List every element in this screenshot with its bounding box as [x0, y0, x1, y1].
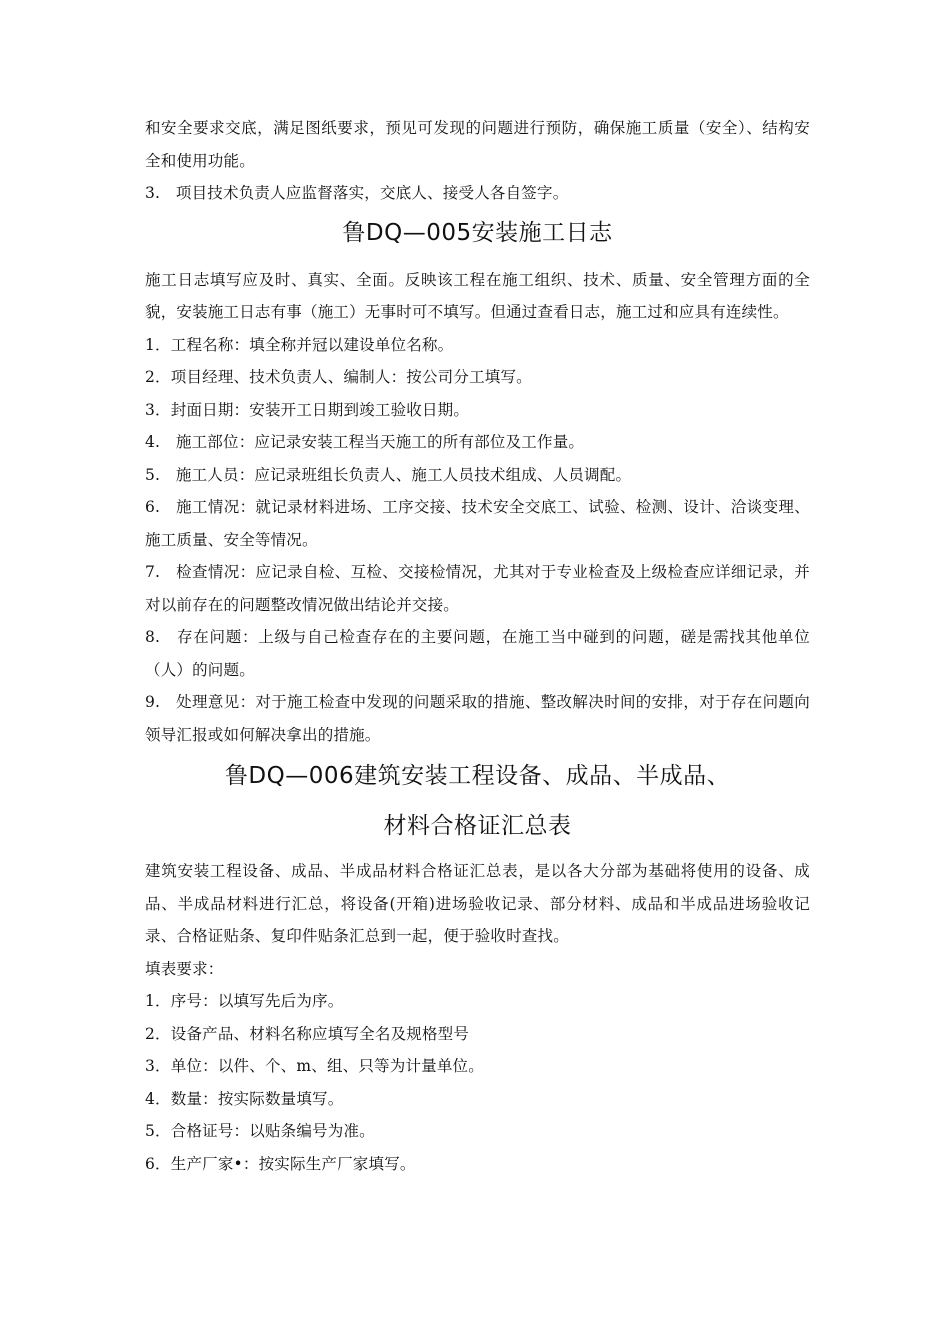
section-005-item-1: 1．工程名称：填全称并冠以建设单位名称。 [145, 335, 454, 354]
section-005-item-3: 3．封面日期：安装开工日期到竣工验收日期。 [145, 400, 470, 419]
intro-paragraph: 和安全要求交底，满足图纸要求，预见可发现的问题进行预防，确保施工质量（安全）、结构安全和使用功能。 [145, 119, 810, 170]
section-005-item-9: 9. 处理意见：对于施工检查中发现的问题采取的措施、整改解决时间的安排，对于存在问题向领导汇报或如何解决拿出的措施。 [145, 693, 810, 744]
section-005-item-5: 5. 施工人员：应记录班组长负责人、施工人员技术组成、人员调配。 [145, 465, 632, 484]
section-005-item-8: 8. 存在问题：上级与自己检查存在的主要问题，在施工当中碰到的问题，磋是需找其他单位（人）的问题。 [145, 628, 810, 679]
section-005-description: 施工日志填写应及时、真实、全面。反映该工程在施工组织、技术、质量、安全管理方面的全貌，安装施工日志有事（施工）无事时可不填写。但通过查看日志，施工过和应具有连续性。 [145, 270, 810, 321]
document-page [145, 112, 810, 1180]
section-006-item-3: 3．单位：以件、个、m、组、只等为计量单位。 [145, 1057, 484, 1075]
section-005-item-2: 2．项目经理、技术负责人、编制人：按公司分工填写。 [145, 368, 532, 386]
section-006-item-6: 6．生产厂家•：按实际生产厂家填写。 [145, 1154, 416, 1173]
section-005-title: 鲁DQ—005安装施工日志 [342, 219, 613, 246]
section-006-title-line1: 鲁DQ—006建筑安装工程设备、成品、半成品、 [224, 763, 731, 789]
section-005-item-7: 7. 检查情况：应记录自检、互检、交接检情况，尤其对于专业检查及上级检查应详细记录，并对以前存在的问题整改情况做出结论并交接。 [145, 563, 810, 614]
section-006-requirements-label: 填表要求： [145, 959, 224, 978]
section-006-title-line2: 材料合格证汇总表 [383, 813, 572, 839]
section-005-item-4: 4. 施工部位：应记录安装工程当天施工的所有部位及工作量。 [145, 433, 585, 451]
section-006-item-4: 4．数量：按实际数量填写。 [145, 1089, 344, 1108]
section-006-item-1: 1．序号：以填写先后为序。 [145, 992, 344, 1010]
section-006-item-5: 5．合格证号：以贴条编号为准。 [145, 1122, 375, 1140]
section-006-description: 建筑安装工程设备、成品、半成品材料合格证汇总表，是以各大分部为基础将使用的设备、成品、半成品材料进行汇总，将设备(开箱)进场验收记录、部分材料、成品和半成品进场验收记录、合格证贴条、复印件贴条汇总到一起，便于验收时查找。 [145, 862, 810, 945]
intro-item-3: 3. 项目技术负责人应监督落实，交底人、接受人各自签字。 [145, 184, 569, 202]
section-006-item-2: 2．设备产品、材料名称应填写全名及规格型号 [145, 1024, 470, 1043]
section-005-item-6: 6. 施工情况：就记录材料进场、工序交接、技术安全交底工、试验、检测、设计、洽谈变理、施工质量、安全等情况。 [145, 498, 810, 549]
